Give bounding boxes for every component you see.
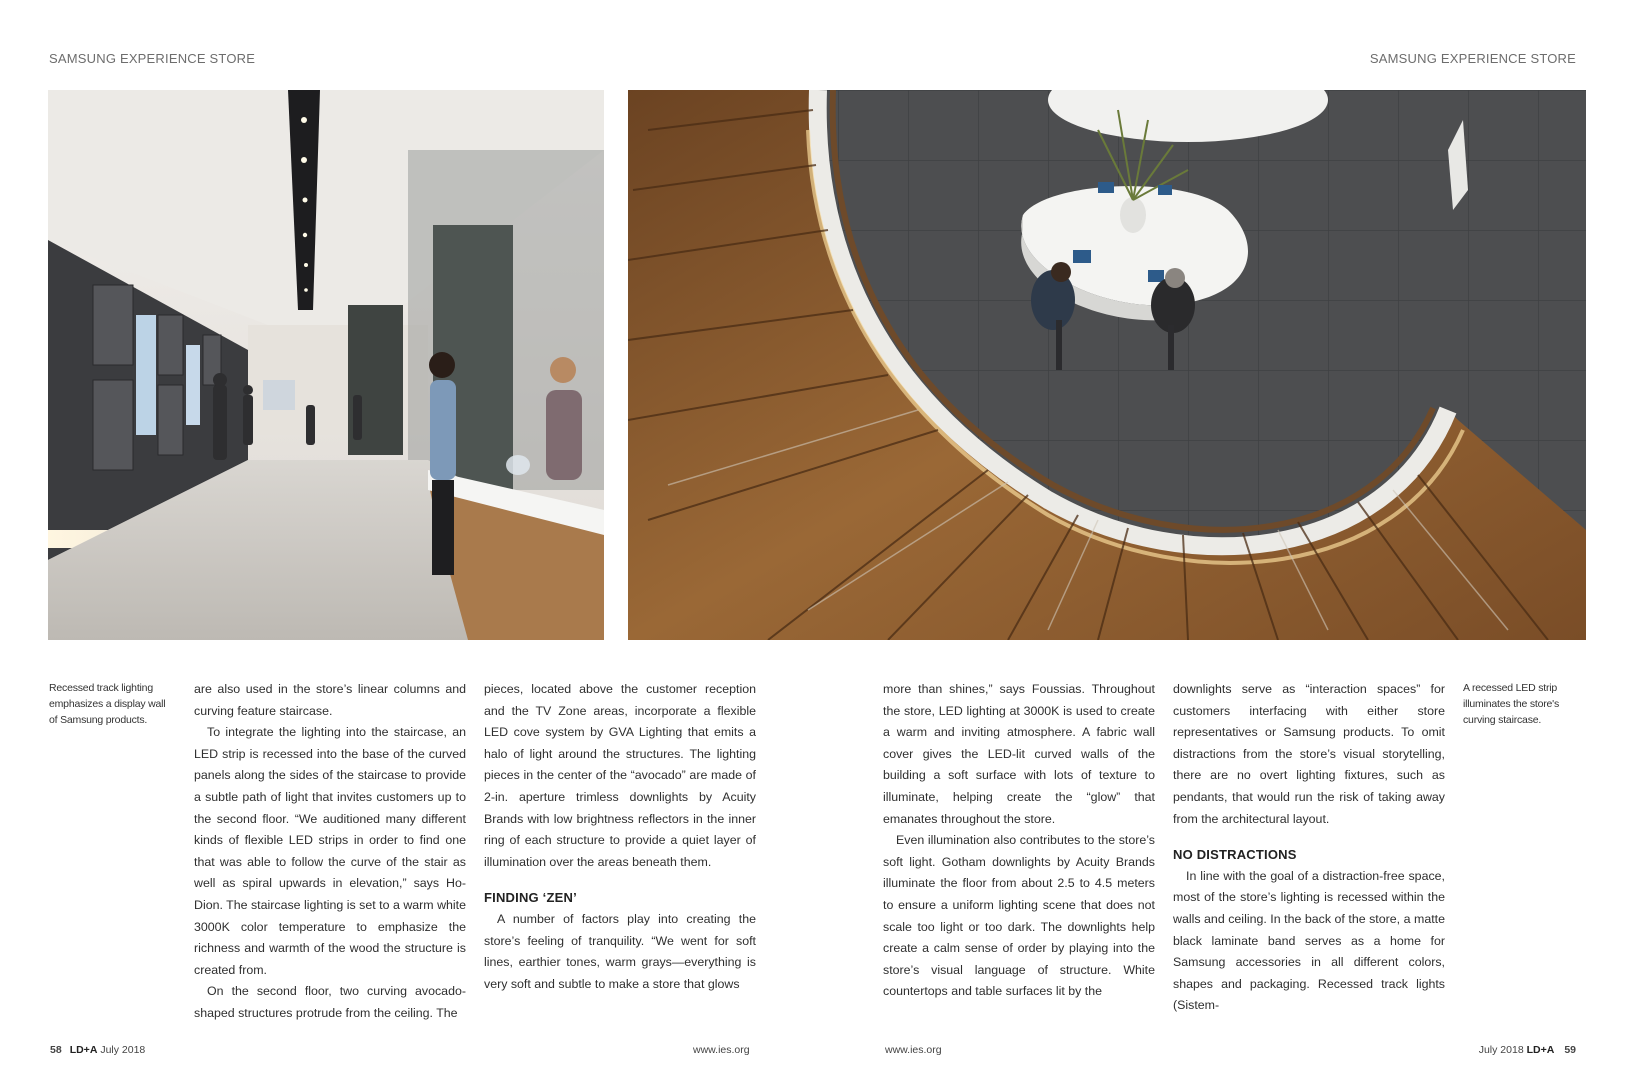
paragraph: In line with the goal of a distraction-free space, most of the store’s lighting is recessed within the walls and ceiling. In the back of the store, a matte black laminate band serves as a home for Samsung accessories in all different colors, shapes and packaging. Recessed track lights (Sistem-	[1173, 868, 1445, 1013]
magazine-brand: LD+A	[69, 1044, 98, 1056]
paragraph: pieces, located above the customer reception and the TV Zone areas, incorporate a flexible LED cove system by GVA Lighting that emits a halo of light around the structures. The lighting pieces in the center of the “avocado” are made of 2-in. aperture trimless downlights by Acuity Brands with low brightness reflectors in the inner ring of each structure to provide a quiet layer of illumination over the areas beneath them.	[484, 682, 756, 869]
paragraph: To integrate the lighting into the staircase, an LED strip is recessed into the base of the curved panels along the sides of the staircase to provide a subtle path of light that invites customers up to the second floor. “We auditioned many different kinds of flexible LED strips in order to find one that was able to follow the curve of the stair as well as spiral upwards in elevation,” says Ho-Dion. The staircase lighting is set to a warm white 3000K color temperature to emphasize the richness and warmth of the wood the structure is created from.	[194, 725, 466, 977]
photo-caption-right: A recessed LED strip illuminates the store's curving staircase.	[1463, 682, 1560, 726]
paragraph: more than shines,” says Foussias. Throughout the store, LED lighting at 3000K is used to create a warm and inviting atmosphere. A fabric wall cover gives the LED-lit curved walls of the building a soft surface with lots of texture to illuminate, helping create the “glow” that emanates throughout the store.	[883, 682, 1155, 826]
paragraph: Even illumination also contributes to the store’s soft light. Gotham downlights by Acuity Brands illuminate the floor from about 2.5 to 4.5 meters to ensure a uniform lighting scene that does not scale too light or too dark. The downlights help create a calm sense of order by playing into the store’s visual language of structure. White countertops and table surfaces lit by the	[883, 833, 1155, 999]
page-number-right: 59	[1564, 1044, 1576, 1056]
paragraph: A number of factors play into creating the store’s feeling of tranquility. “We went for soft lines, earthier tones, warm grays—everything is very soft and subtle to make a store that glows	[484, 911, 756, 991]
footer-right	[1479, 1044, 1576, 1056]
article-column-1	[194, 679, 466, 1025]
footer-url-left: www.ies.org	[693, 1044, 750, 1056]
page-number-left: 58	[50, 1044, 62, 1056]
issue-date: July 2018	[100, 1044, 146, 1056]
paragraph: On the second floor, two curving avocado-shaped structures protrude from the ceiling. The	[194, 984, 466, 1020]
photo-caption-left: Recessed track lighting emphasizes a display wall of Samsung products.	[49, 682, 166, 726]
footer-url-right: www.ies.org	[885, 1044, 942, 1056]
spiral-staircase-photo	[628, 90, 1586, 640]
store-interior-photo	[48, 90, 604, 640]
paragraph: are also used in the store’s linear columns and curving feature staircase.	[194, 682, 466, 718]
article-column-3	[883, 679, 1155, 1003]
footer-left	[50, 1044, 145, 1056]
running-head-right: SAMSUNG EXPERIENCE STORE	[1369, 51, 1576, 66]
article-column-4	[1173, 679, 1445, 1017]
running-head-left: SAMSUNG EXPERIENCE STORE	[49, 51, 256, 66]
magazine-brand: LD+A	[1526, 1044, 1555, 1056]
section-heading: NO DISTRACTIONS	[1173, 847, 1297, 863]
section-heading: FINDING ‘ZEN’	[484, 890, 577, 906]
issue-date: July 2018	[1478, 1044, 1524, 1056]
article-column-2	[484, 679, 756, 995]
paragraph: downlights serve as “interaction spaces” for customers interfacing with either store representatives or Samsung products. To omit distractions from the store’s visual storytelling, there are no overt lighting fixtures, such as pendants, that would run the risk of taking away from the architectural layout.	[1173, 682, 1445, 826]
